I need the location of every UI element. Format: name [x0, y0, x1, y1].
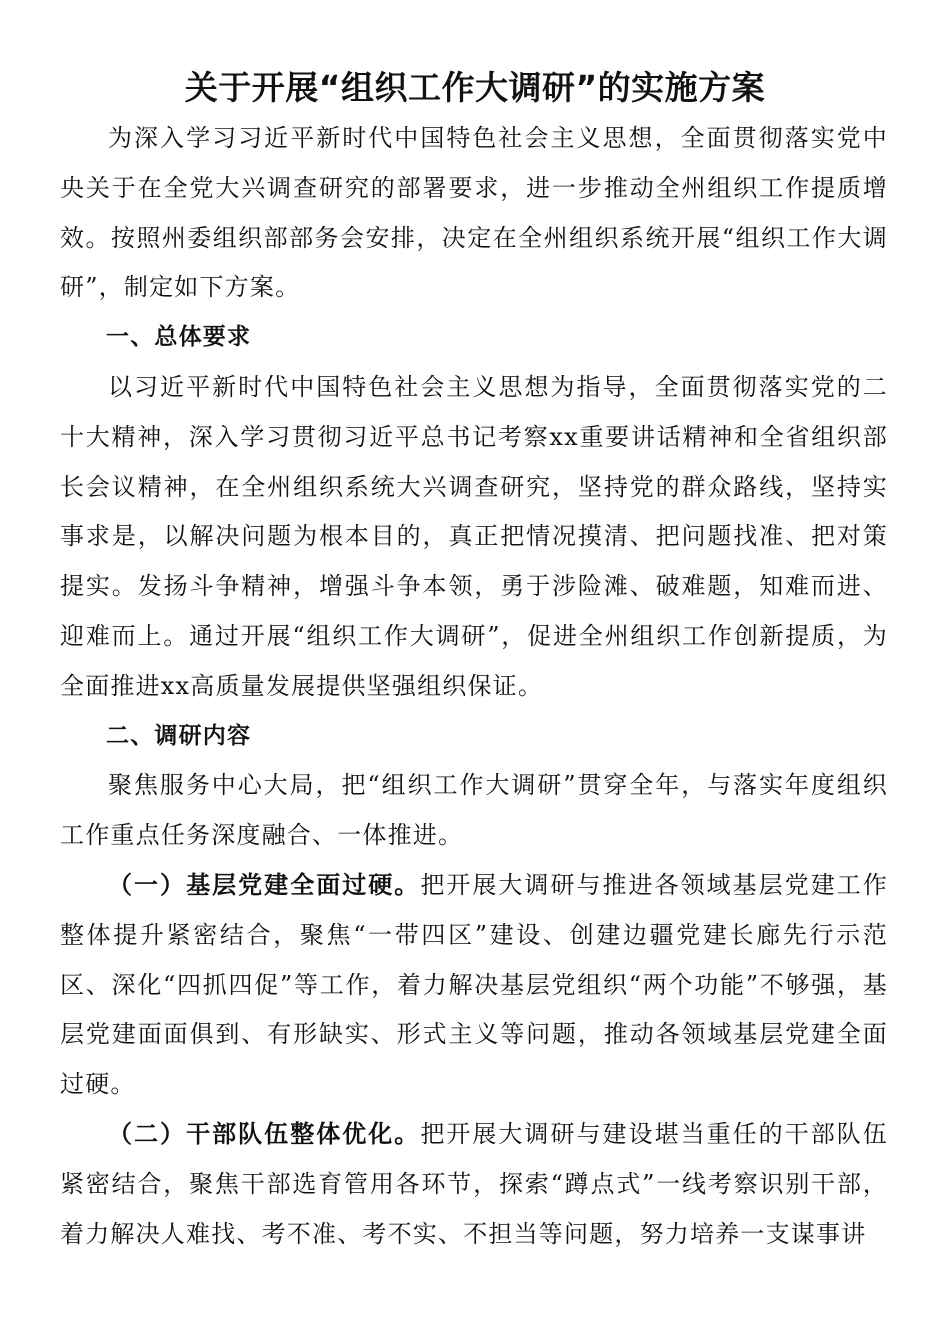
item-text-grassroots: 把开展大调研与推进各领域基层党建工作整体提升紧密结合，聚焦“一带四区”建设、创建边疆党建长廊先行示范区、深化“四抓四促”等工作，着力解决基层党组织“两个功能”不够强，基层党建面面俱到、有形缺实、形式主义等问题，推动各领域基层党建全面过硬。: [60, 870, 888, 1099]
intro-paragraph: 为深入学习习近平新时代中国特色社会主义思想，全面贯彻落实党中央关于在全党大兴调查研究的部署要求，进一步推动全州组织工作提质增效。按照州委组织部部务会安排，决定在全州组织系统开展“组织工作大调研”，制定如下方案。: [60, 124, 888, 302]
item-lead-grassroots: （一）基层党建全面过硬。: [108, 870, 421, 899]
item-paragraph-cadres: [60, 1110, 888, 1259]
item-text-cadres: 把开展大调研与建设堪当重任的干部队伍紧密结合，聚焦干部选育管用各环节，探索“蹲点式”一线考察识别干部，着力解决人难找、考不准、考不实、不担当等问题，努力培养一支谋事讲: [60, 1119, 888, 1248]
research-content-paragraph: 聚焦服务中心大局，把“组织工作大调研”贯穿全年，与落实年度组织工作重点任务深度融合、一体推进。: [60, 771, 888, 850]
item-paragraph-grassroots: [60, 861, 888, 1110]
section-heading-general-requirements: 一、总体要求: [106, 324, 252, 351]
general-requirements-paragraph: 以习近平新时代中国特色社会主义思想为指导，全面贯彻落实党的二十大精神，深入学习贯彻习近平总书记考察xx重要讲话精神和全省组织部长会议精神，在全州组织系统大兴调查研究，坚持党的群众路线，坚持实事求是，以解决问题为根本目的，真正把情况摸清、把问题找准、把对策提实。发扬斗争精神，增强斗争本领，勇于涉险滩、破难题，知难而进、迎难而上。通过开展“组织工作大调研”，促进全州组织工作创新提质，为全面推进xx高质量发展提供坚强组织保证。: [60, 372, 888, 700]
section-heading-research-content: 二、调研内容: [106, 722, 252, 749]
document-title: 关于开展“组织工作大调研”的实施方案: [184, 68, 766, 107]
document-body: [60, 114, 888, 1259]
item-lead-cadres: （二）干部队伍整体优化。: [108, 1119, 421, 1148]
